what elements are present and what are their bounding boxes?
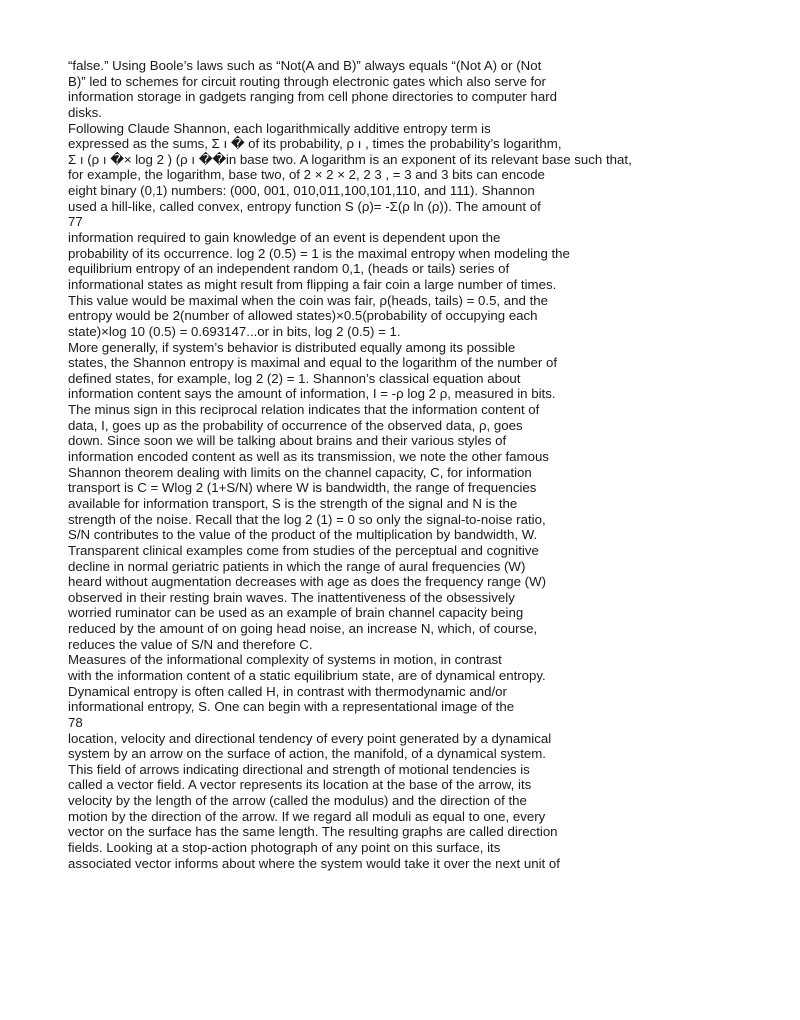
page-number-78: 78 [68, 714, 83, 730]
text-line: for example, the logarithm, base two, of 2 × 2 × 2, 2 3 , = 3 and 3 bits can encode [68, 167, 545, 183]
text-line: velocity by the length of the arrow (called the modulus) and the direction of the [68, 793, 527, 809]
document-page [68, 58, 792, 871]
text-line: system by an arrow on the surface of action, the manifold, of a dynamical system. [68, 746, 546, 762]
text-line: transport is C = Wlog 2 (1+S/N) where W is bandwidth, the range of frequencies [68, 480, 537, 496]
text-line: observed in their resting brain waves. The inattentiveness of the obsessively [68, 589, 515, 605]
text-block-3 [68, 731, 792, 872]
text-line: expressed as the sums, Σ ı � of its probability, ρ ı , times the probability’s logarithm, [68, 136, 562, 152]
text-line: informational states as might result from flipping a fair coin a large number of times. [68, 276, 557, 292]
text-line: worried ruminator can be used as an example of brain channel capacity being [68, 605, 524, 621]
text-line: associated vector informs about where the system would take it over the next unit of [68, 855, 560, 871]
text-line: information encoded content as well as its transmission, we note the other famous [68, 449, 549, 465]
text-line: Dynamical entropy is often called H, in contrast with thermodynamic and/or [68, 683, 507, 699]
text-line: decline in normal geriatric patients in which the range of aural frequencies (W) [68, 558, 526, 574]
text-line: Transparent clinical examples come from studies of the perceptual and cognitive [68, 542, 539, 558]
text-line: S/N contributes to the value of the product of the multiplication by bandwidth, W. [68, 527, 538, 543]
text-block-1 [68, 58, 792, 214]
text-line: Σ ı (ρ ı �× log 2 ) (ρ ı ��in base two. A logarithm is an exponent of its relevant base such that, [68, 151, 632, 167]
text-line: called a vector field. A vector represents its location at the base of the arrow, its [68, 777, 532, 793]
text-line: reduces the value of S/N and therefore C. [68, 636, 313, 652]
text-line: motion by the direction of the arrow. If we regard all moduli as equal to one, every [68, 808, 546, 824]
text-line: fields. Looking at a stop-action photograph of any point on this surface, its [68, 840, 501, 856]
text-line: equilibrium entropy of an independent random 0,1, (heads or tails) series of [68, 261, 510, 277]
text-line: information storage in gadgets ranging from cell phone directories to computer hard [68, 89, 558, 105]
text-line: entropy would be 2(number of allowed states)×0.5(probability of occupying each [68, 308, 538, 324]
text-line: More generally, if system’s behavior is distributed equally among its possible [68, 339, 516, 355]
text-line: Following Claude Shannon, each logarithmically additive entropy term is [68, 120, 491, 136]
text-line: vector on the surface has the same length. The resulting graphs are called direction [68, 824, 558, 840]
text-line: with the information content of a static equilibrium state, are of dynamical entropy. [68, 667, 546, 683]
text-line: disks. [68, 104, 102, 120]
text-line: states, the Shannon entropy is maximal and equal to the logarithm of the number of [68, 355, 558, 371]
text-line: eight binary (0,1) numbers: (000, 001, 010,011,100,101,110, and 111). Shannon [68, 183, 535, 199]
text-line: probability of its occurrence. log 2 (0.5) = 1 is the maximal entropy when modeling the [68, 245, 570, 261]
text-line: state)×log 10 (0.5) = 0.693147...or in bits, log 2 (0.5) = 1. [68, 323, 401, 339]
text-line: informational entropy, S. One can begin with a representational image of the [68, 699, 515, 715]
text-line: used a hill-like, called convex, entropy function S (ρ)= -Σ(ρ ln (ρ)). The amount of [68, 198, 541, 214]
text-line: information required to gain knowledge of an event is dependent upon the [68, 230, 501, 246]
text-line: This value would be maximal when the coin was fair, ρ(heads, tails) = 0.5, and the [68, 292, 549, 308]
text-line: location, velocity and directional tendency of every point generated by a dynamical [68, 730, 552, 746]
text-line: defined states, for example, log 2 (2) = 1. Shannon’s classical equation about [68, 370, 521, 386]
text-line: available for information transport, S is the strength of the signal and N is the [68, 495, 518, 511]
text-line: down. Since soon we will be talking about brains and their various styles of [68, 433, 507, 449]
page-number-77: 77 [68, 214, 83, 230]
text-line: “false.” Using Boole’s laws such as “Not(A and B)” always equals “(Not A) or (Not [68, 58, 542, 73]
text-line: Measures of the informational complexity of systems in motion, in contrast [68, 652, 502, 668]
text-block-2 [68, 230, 792, 715]
text-line: This field of arrows indicating directional and strength of motional tendencies is [68, 761, 530, 777]
text-line: heard without augmentation decreases with age as does the frequency range (W) [68, 574, 547, 590]
text-line: B)” led to schemes for circuit routing through electronic gates which also serve for [68, 73, 546, 89]
text-line: Shannon theorem dealing with limits on the channel capacity, C, for information [68, 464, 532, 480]
text-line: strength of the noise. Recall that the log 2 (1) = 0 so only the signal-to-noise ratio, [68, 511, 546, 527]
text-line: data, I, goes up as the probability of occurrence of the observed data, ρ, goes [68, 417, 523, 433]
text-line: information content says the amount of information, I = -ρ log 2 ρ, measured in bits. [68, 386, 556, 402]
text-line: reduced by the amount of on going head noise, an increase N, which, of course, [68, 621, 538, 637]
text-line: The minus sign in this reciprocal relation indicates that the information content of [68, 402, 540, 418]
